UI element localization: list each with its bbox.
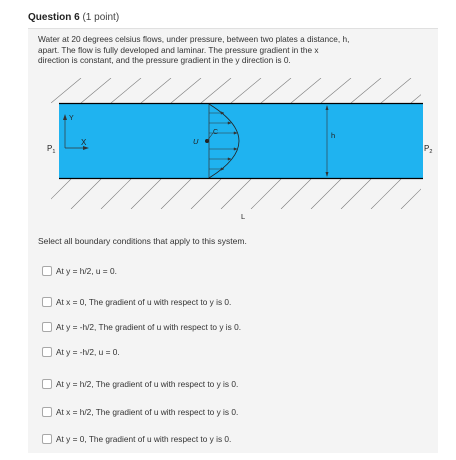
prompt-line: Water at 20 degrees celsius flows, under pressure, between two plates a distance, h, xyxy=(38,34,350,44)
option-4[interactable] xyxy=(42,347,120,357)
option-6[interactable] xyxy=(42,407,238,417)
question-points: (1 point) xyxy=(82,12,120,23)
option-label: At y = 0, The gradient of u with respect to y is 0. xyxy=(56,434,232,444)
question-prompt xyxy=(38,34,430,66)
option-3[interactable] xyxy=(42,322,241,332)
prompt-line: direction is constant, and the pressure gradient in the y direction is 0. xyxy=(38,55,291,66)
option-label: At y = -h/2, The gradient of u with respect to y is 0. xyxy=(56,322,242,332)
option-2[interactable] xyxy=(42,297,231,307)
checkbox[interactable] xyxy=(42,297,52,307)
prompt-line: apart. The flow is fully developed and laminar. The pressure gradient in the x xyxy=(38,44,319,55)
option-label: At y = h/2, The gradient of u with respect to y is 0. xyxy=(56,379,239,389)
option-label: At x = 0, The gradient of u with respect to y is 0. xyxy=(56,297,232,307)
u-label: U xyxy=(193,137,199,146)
option-label: At x = h/2, The gradient of u with respect to y is 0. xyxy=(56,407,239,417)
question-header xyxy=(28,12,119,23)
question-number: Question 6 xyxy=(28,12,80,23)
x-axis-label: X xyxy=(81,138,87,147)
checkbox[interactable] xyxy=(42,266,52,276)
c-label: C xyxy=(213,129,219,136)
flow-diagram xyxy=(41,78,433,221)
option-label: At y = -h/2, u = 0. xyxy=(56,347,120,357)
checkbox[interactable] xyxy=(42,347,52,357)
checkbox[interactable] xyxy=(42,407,52,417)
fluid-region xyxy=(59,104,423,178)
bottom-wall-hatch xyxy=(41,179,431,209)
h-label: h xyxy=(331,131,336,140)
option-1[interactable] xyxy=(42,266,117,276)
option-7[interactable] xyxy=(42,434,231,444)
p1-label: $P_1$ xyxy=(47,144,56,155)
instruction-text: Select all boundary conditions that apply to this system. xyxy=(38,236,247,246)
option-5[interactable] xyxy=(42,379,238,389)
y-axis-label: Y xyxy=(69,115,74,122)
checkbox[interactable] xyxy=(42,322,52,332)
p2-label: $P_2$ xyxy=(424,144,433,155)
l-label: L xyxy=(241,212,246,221)
question-panel xyxy=(28,28,438,453)
checkbox[interactable] xyxy=(42,379,52,389)
option-label: At y = h/2, u = 0. xyxy=(56,266,117,276)
checkbox[interactable] xyxy=(42,434,52,444)
top-wall-hatch xyxy=(51,78,441,103)
